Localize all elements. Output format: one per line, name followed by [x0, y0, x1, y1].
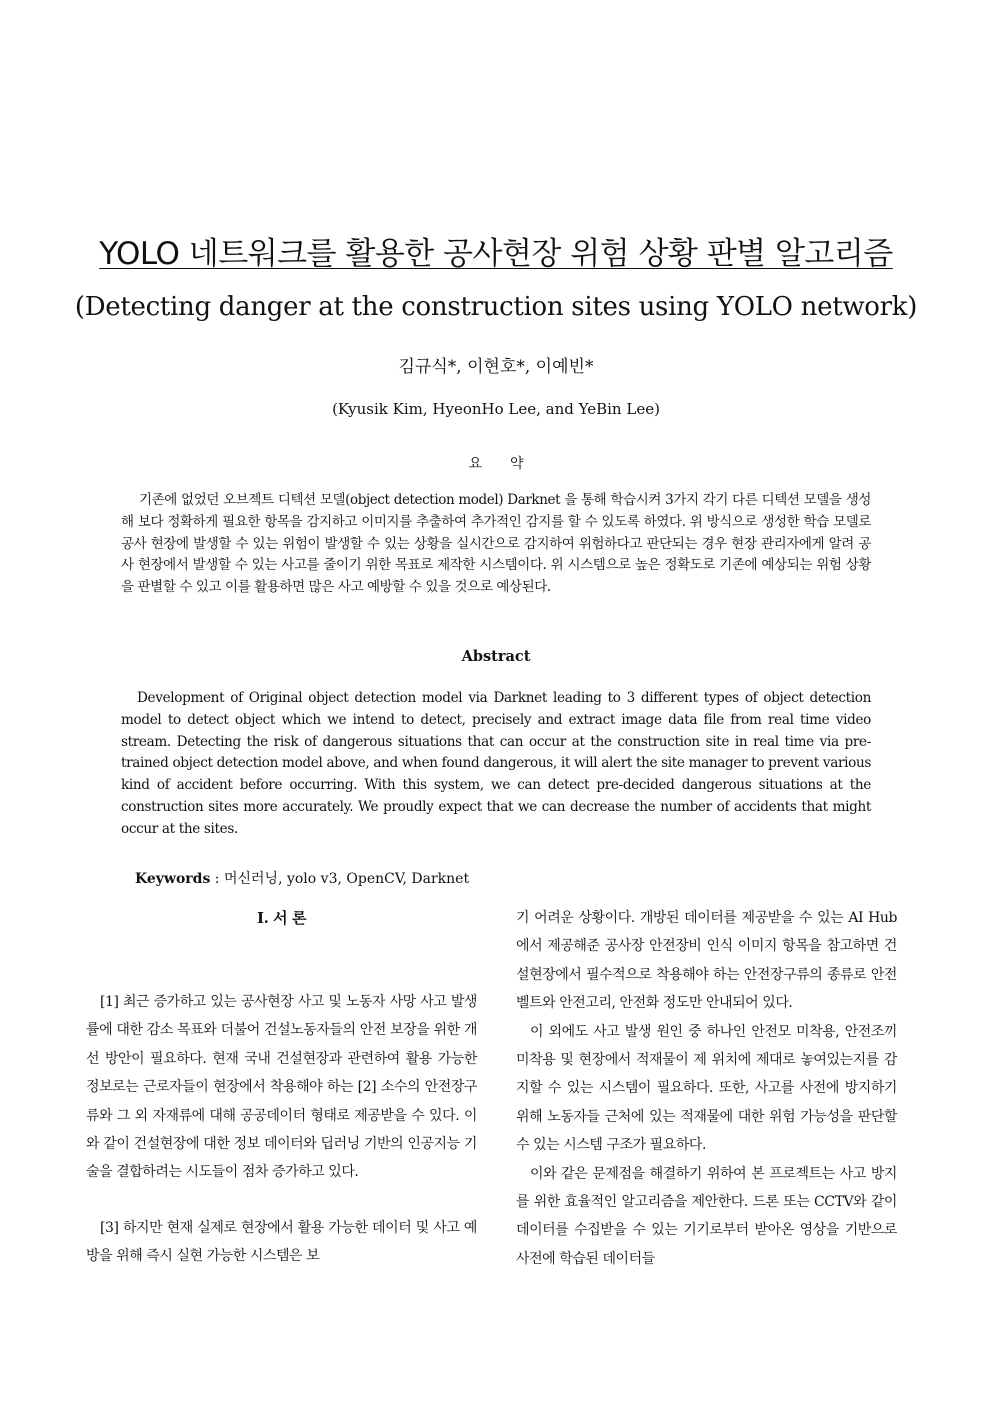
- spacer: [86, 1187, 477, 1214]
- paper-title-korean: [0, 228, 992, 273]
- intro-paragraph-2: [3] 하지만 현재 실제로 현장에서 활용 가능한 데이터 및 사고 예방을 위해 즉시 실현 가능한 시스템은 보: [86, 1219, 477, 1265]
- keywords-line: [135, 868, 469, 888]
- abstract-english-body: [121, 688, 871, 841]
- abstract-english-heading: Abstract: [461, 648, 531, 665]
- keywords-label: Keywords: [135, 871, 211, 887]
- paper-title-korean-text: YOLO 네트워크를 활용한 공사현장 위험 상황 판별 알고리즘: [99, 236, 893, 272]
- section-heading-introduction: Ⅰ. 서 론: [257, 909, 306, 927]
- intro-paragraph-1: [1] 최근 증가하고 있는 공사현장 사고 및 노동자 사망 사고 발생률에 대한 감소 목표와 더불어 건설노동자들의 안전 보장을 위한 개선 방안이 필요하다. 현재 국내 건설현장과 관련하여 활용 가능한 정보로는 근로자들이 현장에서 착용해야 하는 [2] 소수의 안전장구류와 그 외 자재류에 대해 공공데이터 형태로 제공받을 수 있다. 이와 같이 건설현장에 대한 정보 데이터와 딥러닝 기반의 인공지능 기술을 결합하려는 시도들이 점차 증가하고 있다.: [86, 994, 477, 1181]
- intro-paragraph-4: 이와 같은 문제점을 해결하기 위하여 본 프로젝트는 사고 방지를 위한 효율적인 알고리즘을 제안한다. 드론 또는 CCTV와 같이 데이터를 수집받을 수 있는 기기로부터 받아온 영상을 기반으로 사전에 학습된 데이터들: [516, 1165, 897, 1267]
- spacer: [86, 932, 477, 988]
- intro-paragraph-2-continued: 기 어려운 상황이다. 개방된 데이터를 제공받을 수 있는 AI Hub에서 제공해준 공사장 안전장비 인식 이미지 항목을 참고하면 건설현장에서 필수적으로 착용해야 하는 안전장구류의 종류로 안전벨트와 안전고리, 안전화 정도만 안내되어 있다.: [516, 910, 897, 1012]
- authors-korean: 김규식*, 이현호*, 이예빈*: [398, 357, 594, 377]
- intro-paragraph-3: 이 외에도 사고 발생 원인 중 하나인 안전모 미착용, 안전조끼 미착용 및 현장에서 적재물이 제 위치에 제대로 놓여있는지를 감지할 수 있는 시스템이 필요하다. 또한, 사고를 사전에 방지하기 위해 노동자들 근처에 있는 적재물에 대한 위험 가능성을 판단할 수 있는 시스템 구조가 필요하다.: [516, 1023, 897, 1154]
- right-column: [516, 904, 897, 1273]
- abstract-korean-paragraph: 기존에 없었던 오브젝트 디텍션 모델(object detection model) Darknet 을 통해 학습시켜 3가지 각기 다른 디텍션 모델을 생성해 보다 정확하게 필요한 항목을 감지하고 이미지를 추출하여 추가적인 감지를 할 수 있도록 하였다. 위 방식으로 생성한 학습 모델로 공사 현장에 발생할 수 있는 위험이 발생할 수 있는 상황을 실시간으로 감지하여 위험하다고 판단되는 경우 현장 관리자에게 알려 공사 현장에서 발생할 수 있는 사고를 줄이기 위한 목표로 제작한 시스템이다. 위 시스템으로 높은 정확도로 기존에 예상되는 위험 상황을 판별할 수 있고 이를 활용하면 많은 사고 예방할 수 있을 것으로 예상된다.: [121, 492, 871, 596]
- keywords-separator: :: [210, 871, 224, 887]
- abstract-korean-heading-1: 요: [468, 456, 482, 472]
- left-column: [86, 904, 477, 1271]
- abstract-korean-heading: [0, 453, 992, 473]
- keywords-value: 머신러닝, yolo v3, OpenCV, Darknet: [223, 871, 470, 887]
- abstract-korean-heading-2: 약: [510, 456, 524, 472]
- authors-english: (Kyusik Kim, HyeonHo Lee, and YeBin Lee): [332, 400, 660, 418]
- abstract-english-paragraph: Development of Original object detection model via Darknet leading to 3 different types of object detection model to detect object which we intend to detect, precisely and extract image data file from real time video stream. Detecting the risk of dangerous situations that can occur at the construction site in real time via pre-trained object detection model above, and when found dangerous, it will alert the site manager to prevent various kind of accident before occurring. With this system, we can detect pre-decided dangerous situations at the construction sites more accurately. We proudly expect that we can decrease the number of accidents that might occur at the sites.: [121, 690, 871, 837]
- abstract-korean-body: [121, 490, 871, 599]
- paper-title-english: (Detecting danger at the construction sites using YOLO network): [74, 292, 918, 322]
